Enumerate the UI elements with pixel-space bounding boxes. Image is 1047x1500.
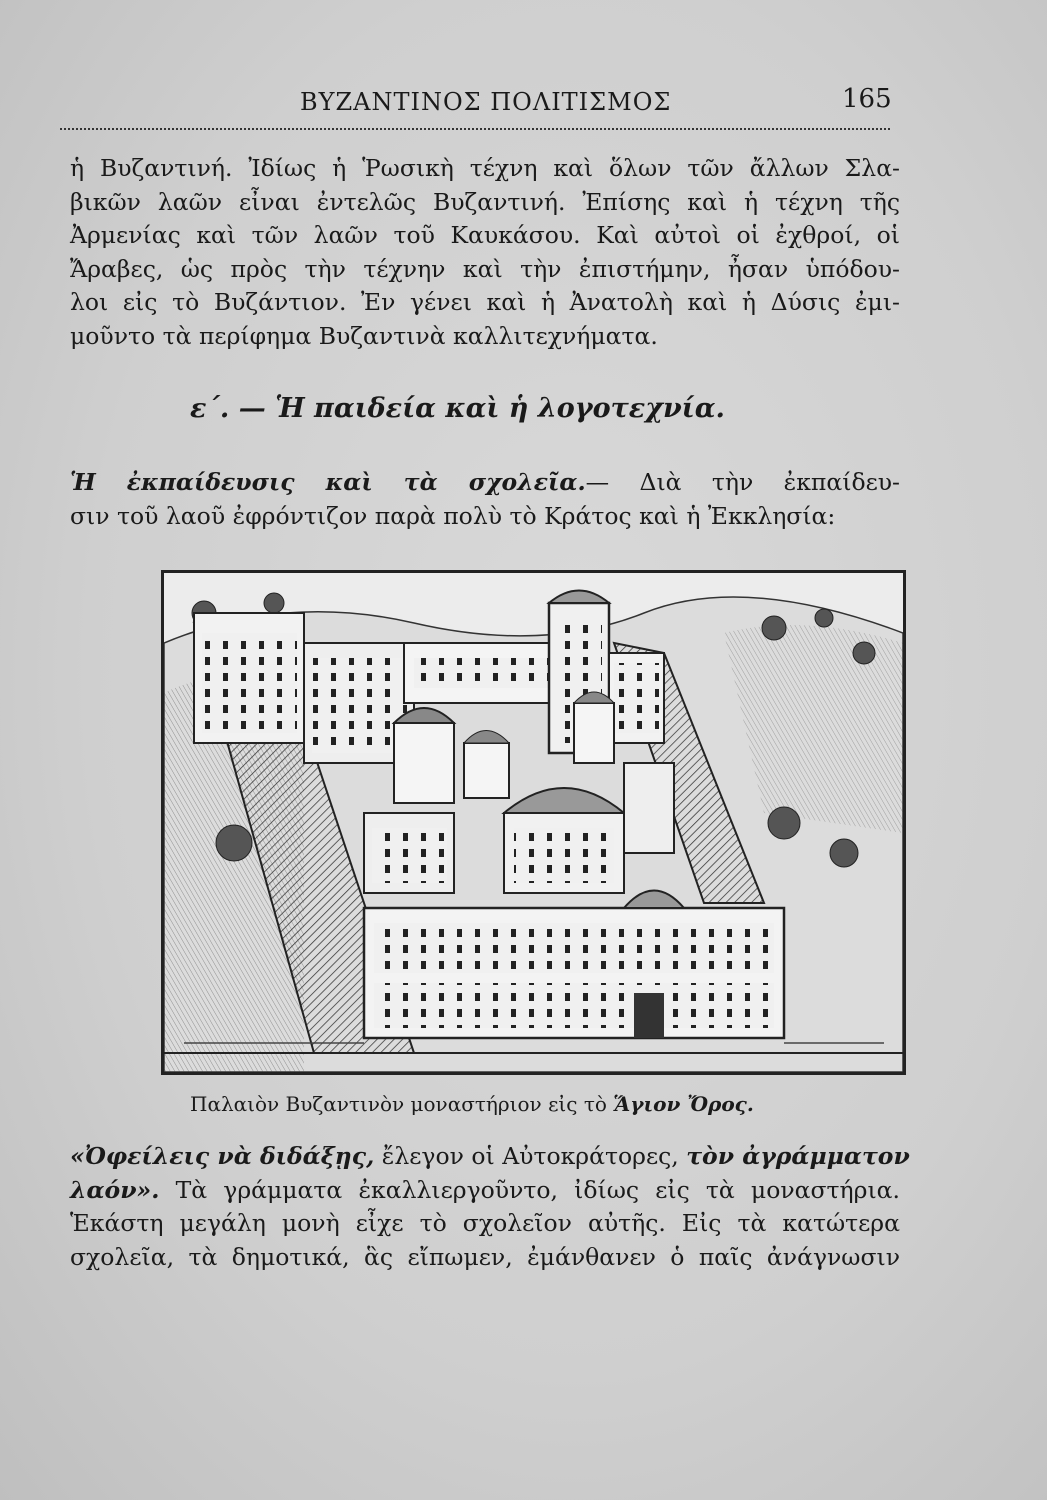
text-line — [70, 466, 900, 500]
text-fragment: ἔλεγον οἱ Αὐτοκράτορες, — [374, 1142, 687, 1170]
text-fragment: Τὰ γράμματα ἐκαλλιεργοῦντο, ἰδίως εἰς τὰ μοναστήρια. — [159, 1175, 900, 1204]
text-line: μοῦντο τὰ περίφημα Βυζαντινὰ καλλιτεχνήματα. — [70, 321, 658, 350]
quote-emphasis: «Ὀφείλεις νὰ διδάξῃς, — [70, 1142, 375, 1170]
figure-caption — [190, 1092, 754, 1116]
quote-emphasis: λαόν». — [70, 1175, 160, 1204]
text-line: σχολεῖα, τὰ δημοτικά, ἃς εἴπωμεν, ἐμάνθανεν ὁ παῖς ἀνάγνωσιν — [70, 1242, 900, 1271]
page-number: 165 — [842, 84, 892, 114]
runin-heading: Ἡ ἐκπαίδευσις καὶ τὰ σχολεῖα. — [70, 468, 586, 496]
caption-place-name: Ἅγιον Ὄρος. — [613, 1092, 754, 1116]
section-heading: ε΄. — Ἡ παιδεία καὶ ἡ λογοτεχνία. — [190, 393, 725, 424]
text-line: Ἄραβες, ὡς πρὸς τὴν τέχνην καὶ τὴν ἐπιστήμην, ἦσαν ὑπόδου- — [70, 254, 900, 283]
caption-text: Παλαιὸν Βυζαντινὸν μοναστήριον εἰς τὸ — [190, 1092, 614, 1116]
text-line: Ἑκάστη μεγάλη μονὴ εἶχε τὸ σχολεῖον αὐτῆς. Εἰς τὰ κατώτερα — [70, 1209, 900, 1237]
header-rule — [60, 128, 890, 130]
paragraph-byzantine-art — [70, 152, 900, 353]
text-line: βικῶν λαῶν εἶναι ἐντελῶς Βυζαντινή. Ἐπίσης καὶ ἡ τέχνη τῆς — [70, 187, 900, 216]
text-line: λοι εἰς τὸ Βυζάντιον. Ἐν γένει καὶ ἡ Ἀνατολὴ καὶ ἡ Δύσις ἐμι- — [70, 288, 900, 316]
engraving-illustration — [164, 573, 903, 1072]
text-line: Ἀρμενίας καὶ τῶν λαῶν τοῦ Καυκάσου. Καὶ αὐτοὶ οἱ ἐχθροί, οἱ — [70, 221, 900, 249]
paragraph-education — [70, 466, 900, 533]
text-line — [70, 1140, 910, 1174]
paragraph-schools — [70, 1140, 910, 1274]
text-fragment: — Διὰ τὴν ἐκπαίδευ- — [585, 468, 900, 496]
text-line: ἡ Βυζαντινή. Ἰδίως ἡ Ῥωσικὴ τέχνη καὶ ὅλων τῶν ἄλλων Σλα- — [70, 154, 900, 182]
text-line: σιν τοῦ λαοῦ ἐφρόντιζον παρὰ πολὺ τὸ Κράτος καὶ ἡ Ἐκκλησία: — [70, 501, 836, 530]
text-line — [70, 1174, 900, 1208]
monastery-engraving — [161, 570, 906, 1075]
quote-emphasis: τὸν ἀγράμματον — [686, 1142, 910, 1170]
running-title: ΒΥΖΑΝΤΙΝΟΣ ΠΟΛΙΤΙΣΜΟΣ — [300, 88, 672, 116]
